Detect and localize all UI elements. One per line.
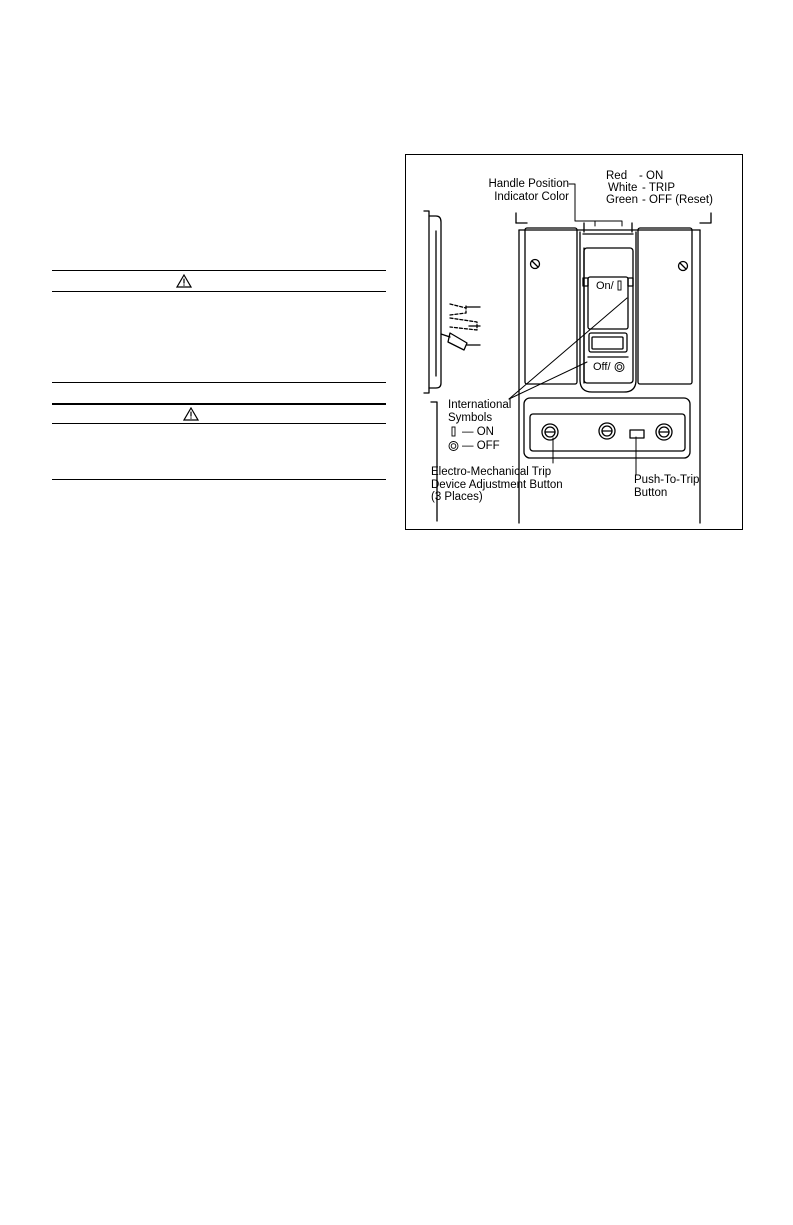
international-symbols-line1: International <box>448 399 512 411</box>
international-symbols-label <box>448 399 511 424</box>
handle-position-line2: Indicator Color <box>494 190 569 203</box>
off-position-label: Off/ <box>593 361 611 373</box>
legend-color-white: White <box>608 182 638 194</box>
on-symbol-icon <box>452 427 455 436</box>
on-symbol-icon <box>618 281 621 290</box>
legend-meaning-on: - ON <box>639 170 664 182</box>
legend-meaning-off: - OFF (Reset) <box>642 194 713 206</box>
push-to-trip-label <box>634 474 699 499</box>
symbol-off-legend: — OFF <box>462 440 500 452</box>
push-to-trip-line1: Push-To-Trip <box>634 474 700 486</box>
off-symbol-icon <box>449 442 458 451</box>
trip-device-line3: (3 Places) <box>431 491 483 503</box>
handle-position-label <box>488 178 569 203</box>
push-to-trip-line2: Button <box>634 486 668 499</box>
trip-device-line2: Device Adjustment Button <box>431 478 563 491</box>
legend-meaning-trip: - TRIP <box>642 182 676 194</box>
trip-device-label <box>431 466 563 504</box>
handle-position-line1: Handle Position <box>488 178 569 190</box>
symbol-on-legend: — ON <box>462 426 494 438</box>
off-symbol-icon <box>615 363 624 372</box>
trip-device-line1: Electro-Mechanical Trip <box>431 466 552 478</box>
on-position-label: On/ <box>596 280 614 292</box>
legend-color-green: Green <box>606 194 638 206</box>
legend-color-red: Red <box>606 170 628 182</box>
international-symbols-line2: Symbols <box>448 411 493 424</box>
